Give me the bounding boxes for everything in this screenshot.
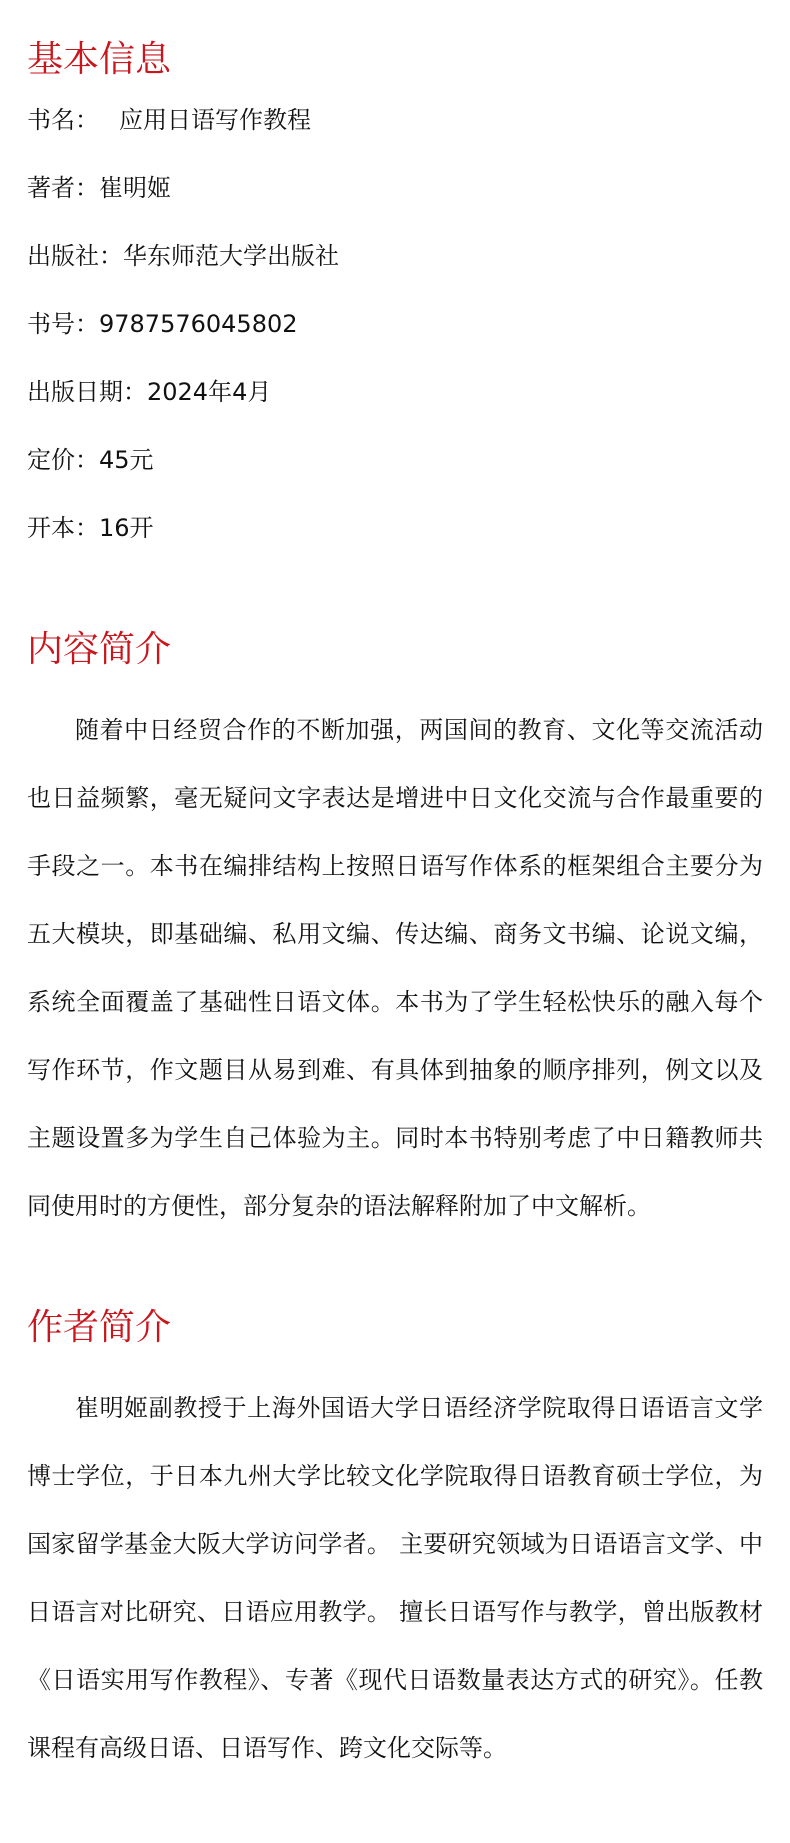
info-label: 开本： xyxy=(27,514,99,542)
content-intro-heading: 内容简介 xyxy=(27,629,172,670)
info-label: 书名： xyxy=(27,106,99,134)
info-row-format xyxy=(27,494,763,562)
info-value: 16开 xyxy=(99,514,154,542)
info-row-date xyxy=(27,358,763,426)
info-label: 著者： xyxy=(27,174,99,202)
basic-info-list xyxy=(27,86,763,562)
basic-info-heading: 基本信息 xyxy=(27,39,172,80)
author-intro-heading: 作者简介 xyxy=(27,1307,172,1348)
info-label: 出版社： xyxy=(27,242,123,270)
info-row-price xyxy=(27,426,763,494)
info-value: 应用日语写作教程 xyxy=(119,106,311,134)
info-value: 45元 xyxy=(99,446,154,474)
info-row-title xyxy=(27,86,763,154)
author-intro-text: 崔明姬副教授于上海外国语大学日语经济学院取得日语语言文学博士学位，于日本九州大学比较文化学院取得日语教育硕士学位，为国家留学基金大阪大学访问学者。 主要研究领域为日语语言文学、中日语言对比研究、日语应用教学。 擅长日语写作与教学，曾出版教材《日语实用写作教程》、专著《现代日语数量表达方式的研究》。任教课程有高级日语、日语写作、跨文化交际等。 xyxy=(27,1394,763,1762)
info-label: 书号： xyxy=(27,310,99,338)
content-intro-text: 随着中日经贸合作的不断加强，两国间的教育、文化等交流活动也日益频繁，毫无疑问文字表达是增进中日文化交流与合作最重要的手段之一。本书在编排结构上按照日语写作体系的框架组合主要分为五大模块，即基础编、私用文编、传达编、商务文书编、论说文编，系统全面覆盖了基础性日语文体。本书为了学生轻松快乐的融入每个写作环节，作文题目从易到难、有具体到抽象的顺序排列，例文以及主题设置多为学生自己体验为主。同时本书特别考虑了中日籍教师共同使用时的方便性，部分复杂的语法解释附加了中文解析。 xyxy=(27,716,763,1220)
info-row-isbn xyxy=(27,290,763,358)
info-label: 定价： xyxy=(27,446,99,474)
info-value: 9787576045802 xyxy=(99,310,298,338)
info-label: 出版日期： xyxy=(27,378,147,406)
info-value: 华东师范大学出版社 xyxy=(123,242,339,270)
info-value: 崔明姬 xyxy=(99,174,171,202)
info-row-publisher xyxy=(27,222,763,290)
info-row-author xyxy=(27,154,763,222)
info-value: 2024年4月 xyxy=(147,378,272,406)
